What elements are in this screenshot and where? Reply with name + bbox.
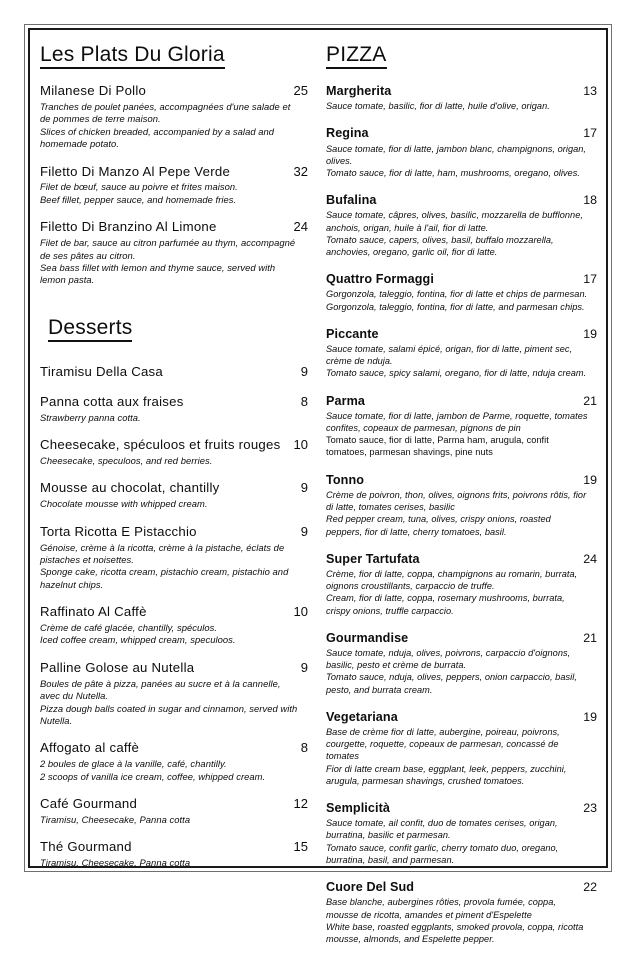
menu-item-description: Tomato sauce, capers, olives, basil, buffalo mozzarella, anchovies, oregano, garlic oil, fior di latte.	[326, 234, 554, 258]
menu-item-torta-ricotta-e-pistacchio	[40, 524, 308, 592]
menu-item-cafe-gourmand	[40, 796, 308, 826]
menu-item-price: 25	[293, 83, 308, 99]
menu-item-description: Red pepper cream, tuna, olives, crispy onions, roasted peppers, fior di latte, cherry tomatoes, basil.	[326, 514, 551, 537]
menu-item-price: 24	[583, 551, 597, 566]
right-column	[320, 28, 608, 958]
menu-item-description: Sauce tomate, fior di latte, jambon de Parme, roquette, tomates confites, copeaux de parmesan, pignons de pin	[326, 410, 588, 433]
menu-item-price: 24	[293, 219, 308, 235]
menu-item-price: 10	[293, 437, 308, 453]
menu-item-price: 9	[300, 659, 308, 675]
menu-item-description: Sauce tomate, ail confit, duo de tomates cerises, origan, burratina, basilic et parmesan.	[326, 818, 558, 841]
section-heading-wrap-les-plats-du-gloria	[40, 44, 308, 69]
menu-item-description: Tomato sauce, nduja, olives, peppers, onion carpaccio, basil, pesto, and burrata cream.	[326, 672, 577, 695]
menu-item-description: Slices of chicken breaded, accompanied by a salad and homemade potato.	[40, 125, 275, 150]
section-heading-les-plats-du-gloria: Les Plats Du Gloria	[40, 44, 225, 69]
menu-item-description: Sea bass fillet with lemon and thyme sauce, served with lemon pasta.	[40, 261, 276, 286]
menu-item-row	[40, 219, 308, 236]
menu-item-price: 13	[583, 84, 597, 99]
menu-item-description: 2 scoops of vanilla ice cream, coffee, whipped cream.	[40, 770, 266, 782]
menu-item-price: 17	[583, 272, 597, 287]
menu-item-row	[326, 83, 597, 99]
menu-item-row	[326, 393, 597, 409]
menu-item-description: Tiramisu, Cheesecake, Panna cotta	[40, 813, 191, 825]
menu-item-description: Pizza dough balls coated in sugar and cinnamon, served with Nutella.	[40, 702, 298, 726]
menu-item-price: 9	[300, 523, 308, 539]
menu-item-description: Sauce tomate, câpres, olives, basilic, mozzarella de bufflonne, anchois, origan, huile à l'ail, fior di latte.	[326, 210, 583, 233]
menu-item-description: 2 boules de glace à la vanille, café, chantilly.	[40, 758, 227, 770]
menu-item-description: Crème de poivron, thon, olives, oignons frits, poivrons rôtis, fior di latte, tomates cerises, basilic	[326, 489, 587, 513]
menu-item-row	[40, 164, 308, 181]
menu-item-price: 9	[300, 363, 308, 379]
menu-item-regina	[326, 125, 597, 179]
menu-item-row	[326, 472, 597, 488]
menu-item-description: Tiramisu, Cheesecake, Panna cotta	[40, 857, 191, 869]
menu-item-cuore-del-sud	[326, 879, 597, 945]
menu-item-row	[326, 326, 597, 342]
menu-item-name: Super Tartufata	[326, 551, 420, 566]
menu-item-description: Tomato sauce, fior di latte, ham, mushrooms, oregano, olives.	[326, 167, 580, 178]
menu-item-description: Gorgonzola, taleggio, fontina, fior di latte et chips de parmesan.	[326, 289, 588, 300]
menu-item-price: 22	[583, 880, 597, 895]
menu-item-description: Cream, fior di latte, coppa, rosemary mushrooms, burrata, crispy onions, truffle carpaccio.	[326, 593, 565, 616]
menu-item-row	[40, 524, 308, 541]
menu-item-row	[326, 879, 597, 895]
menu-item-description: Cheesecake, speculoos, and red berries.	[40, 454, 213, 466]
menu-item-name: Piccante	[326, 326, 379, 341]
menu-item-name: Affogato al caffè	[40, 740, 140, 756]
section-heading-wrap-pizza	[326, 44, 597, 69]
menu-item-name: Quattro Formaggi	[326, 272, 434, 287]
menu-item-name: Parma	[326, 393, 366, 408]
menu-item-price: 9	[300, 480, 308, 496]
menu-item-name: Raffinato Al Caffè	[40, 604, 147, 620]
menu-item-description: Tomato sauce, confit garlic, cherry tomato duo, oregano, burratina, basil, and parmesan.	[326, 842, 559, 865]
menu-item-name: Torta Ricotta E Pistacchio	[40, 523, 197, 539]
menu-item-row	[40, 604, 308, 621]
menu-item-description: Crème, fior di latte, coppa, champignons au romarin, burrata, oignons croustillants, carpaccio de truffe.	[326, 568, 578, 592]
menu-item-price: 17	[583, 126, 597, 141]
menu-item-description: Sauce tomate, fior di latte, jambon blanc, champignons, origan, olives.	[326, 143, 587, 166]
menu-item-name: Tonno	[326, 472, 365, 487]
menu-item-affogato-al-caffe	[40, 740, 308, 783]
section-heading-wrap-desserts	[40, 317, 308, 342]
menu-item-price: 8	[300, 740, 308, 756]
menu-item-gourmandise	[326, 630, 597, 696]
menu-item-filetto-di-branzino-al-limone	[40, 219, 308, 287]
menu-item-description: Chocolate mousse with whipped cream.	[40, 498, 208, 510]
menu-item-row	[326, 125, 597, 141]
menu-item-name: Mousse au chocolat, chantilly	[40, 480, 220, 496]
menu-item-row	[326, 271, 597, 287]
menu-item-price: 19	[583, 472, 597, 487]
menu-item-price: 19	[583, 709, 597, 724]
menu-item-row	[40, 364, 308, 381]
menu-item-row	[326, 551, 597, 567]
menu-list-pizza	[326, 83, 597, 945]
menu-item-row	[326, 800, 597, 816]
menu-item-description: Strawberry panna cotta.	[40, 411, 141, 423]
menu-item-description: White base, roasted eggplants, smoked provola, coppa, ricotta mousse, almonds, and Espelette pepper.	[326, 921, 584, 944]
menu-item-description: Sauce tomate, nduja, olives, poivrons, carpaccio d'oignons, basilic, pesto et crème de burrata.	[326, 647, 571, 671]
menu-item-description: Base blanche, aubergines rôties, provola fumée, coppa, mousse de ricotta, amandes et piment d'Espelette	[326, 897, 556, 920]
menu-item-description: Gorgonzola, taleggio, fontina, fior di latte, and parmesan chips.	[326, 301, 585, 312]
menu-item-price: 21	[583, 393, 597, 408]
menu-item-the-gourmand	[40, 839, 308, 869]
menu-item-name: Panna cotta aux fraises	[40, 393, 184, 409]
menu-item-price: 32	[293, 163, 308, 179]
menu-item-row	[40, 796, 308, 813]
menu-item-description: Tranches de poulet panées, accompagnées d'une salade et de pommes de terre maison.	[40, 100, 291, 125]
menu-item-description: Beef fillet, pepper sauce, and homemade fries.	[40, 193, 237, 205]
menu-item-panna-cotta-aux-fraises	[40, 394, 308, 424]
menu-item-raffinato-al-caffe	[40, 604, 308, 647]
menu-item-filetto-di-manzo-al-pepe-verde	[40, 164, 308, 207]
menu-item-name: Semplicità	[326, 801, 390, 816]
left-column	[28, 28, 318, 883]
menu-content	[28, 28, 608, 944]
menu-item-name: Filetto Di Branzino Al Limone	[40, 219, 217, 235]
menu-item-quattro-formaggi	[326, 271, 597, 313]
menu-item-description: Sauce tomate, salami épicé, origan, fior di latte, piment sec, crème de nduja.	[326, 343, 573, 367]
menu-item-description: Crème de café glacée, chantilly, spéculos.	[40, 622, 218, 634]
menu-item-description: Tomato sauce, spicy salami, oregano, fior di latte, nduja cream.	[326, 368, 587, 379]
menu-item-description: Filet de bœuf, sauce au poivre et frites maison.	[40, 181, 238, 193]
menu-item-name: Margherita	[326, 84, 392, 99]
menu-item-name: Palline Golose au Nutella	[40, 659, 195, 675]
menu-item-name: Vegetariana	[326, 709, 398, 724]
menu-item-price: 10	[293, 604, 308, 620]
menu-item-description: Base de crème fior di latte, aubergine, poireau, poivrons, courgette, roquette, copeaux de parmesan, concassé de tomates	[326, 726, 560, 762]
menu-item-price: 21	[583, 630, 597, 645]
section-heading-pizza: PIZZA	[326, 44, 387, 69]
menu-item-name: Thé Gourmand	[40, 839, 132, 855]
menu-item-row	[40, 83, 308, 100]
menu-list-les-plats-du-gloria	[40, 83, 308, 287]
menu-item-row	[40, 480, 308, 497]
menu-item-row	[40, 394, 308, 411]
menu-item-bufalina	[326, 192, 597, 258]
menu-item-milanese-di-pollo	[40, 83, 308, 151]
menu-item-name: Filetto Di Manzo Al Pepe Verde	[40, 163, 231, 179]
menu-item-description: Fior di latte cream base, eggplant, leek, peppers, zucchini, arugula, parmesan shavings, crushed tomatoes.	[326, 763, 567, 786]
menu-item-vegetariana	[326, 709, 597, 787]
menu-item-row	[40, 740, 308, 757]
menu-item-name: Tiramisu Della Casa	[40, 363, 163, 379]
menu-item-description: Sponge cake, ricotta cream, pistachio cream, pistachio and hazelnut chips.	[40, 566, 289, 590]
menu-item-semplicita	[326, 800, 597, 866]
menu-item-name: Cheesecake, spéculoos et fruits rouges	[40, 437, 281, 453]
menu-item-row	[40, 839, 308, 856]
menu-item-mousse-au-chocolat-chantilly	[40, 480, 308, 510]
menu-item-price: 18	[583, 193, 597, 208]
menu-item-description: Génoise, crème à la ricotta, crème à la pistache, éclats de pistaches et noisettes.	[40, 541, 285, 565]
menu-item-name: Milanese Di Pollo	[40, 83, 147, 99]
menu-item-description: Boules de pâte à pizza, panées au sucre et à la cannelle, avec du Nutella.	[40, 677, 281, 702]
menu-item-name: Regina	[326, 126, 369, 141]
menu-item-price: 23	[583, 801, 597, 816]
menu-item-tonno	[326, 472, 597, 538]
menu-item-description: Tomato sauce, fior di latte, Parma ham, arugula, confit tomatoes, parmesan shavings, pine nuts	[326, 435, 549, 458]
menu-item-tiramisu-della-casa	[40, 364, 308, 381]
menu-item-price: 12	[293, 796, 308, 812]
menu-item-row	[40, 437, 308, 454]
menu-item-piccante	[326, 326, 597, 380]
menu-item-name: Gourmandise	[326, 630, 409, 645]
menu-item-price: 8	[300, 393, 308, 409]
menu-list-desserts	[40, 364, 308, 870]
menu-item-row	[326, 709, 597, 725]
menu-item-price: 15	[293, 839, 308, 855]
menu-item-cheesecake-speculoos-et-fruits-rouges	[40, 437, 308, 467]
menu-item-palline-golose-au-nutella	[40, 660, 308, 728]
menu-item-row	[326, 192, 597, 208]
menu-item-name: Bufalina	[326, 193, 377, 208]
menu-item-parma	[326, 393, 597, 459]
menu-item-super-tartufata	[326, 551, 597, 617]
menu-item-description: Sauce tomate, basilic, fior di latte, huile d'olive, origan.	[326, 101, 550, 112]
menu-item-name: Café Gourmand	[40, 796, 138, 812]
section-heading-desserts: Desserts	[48, 317, 132, 342]
menu-item-name: Cuore Del Sud	[326, 880, 415, 895]
menu-item-description: Filet de bar, sauce au citron parfumée au thym, accompagné de ses pâtes au citron.	[40, 237, 296, 261]
menu-item-margherita	[326, 83, 597, 112]
menu-item-row	[40, 660, 308, 677]
menu-item-description: Iced coffee cream, whipped cream, speculoos.	[40, 634, 236, 646]
menu-item-price: 19	[583, 326, 597, 341]
menu-item-row	[326, 630, 597, 646]
